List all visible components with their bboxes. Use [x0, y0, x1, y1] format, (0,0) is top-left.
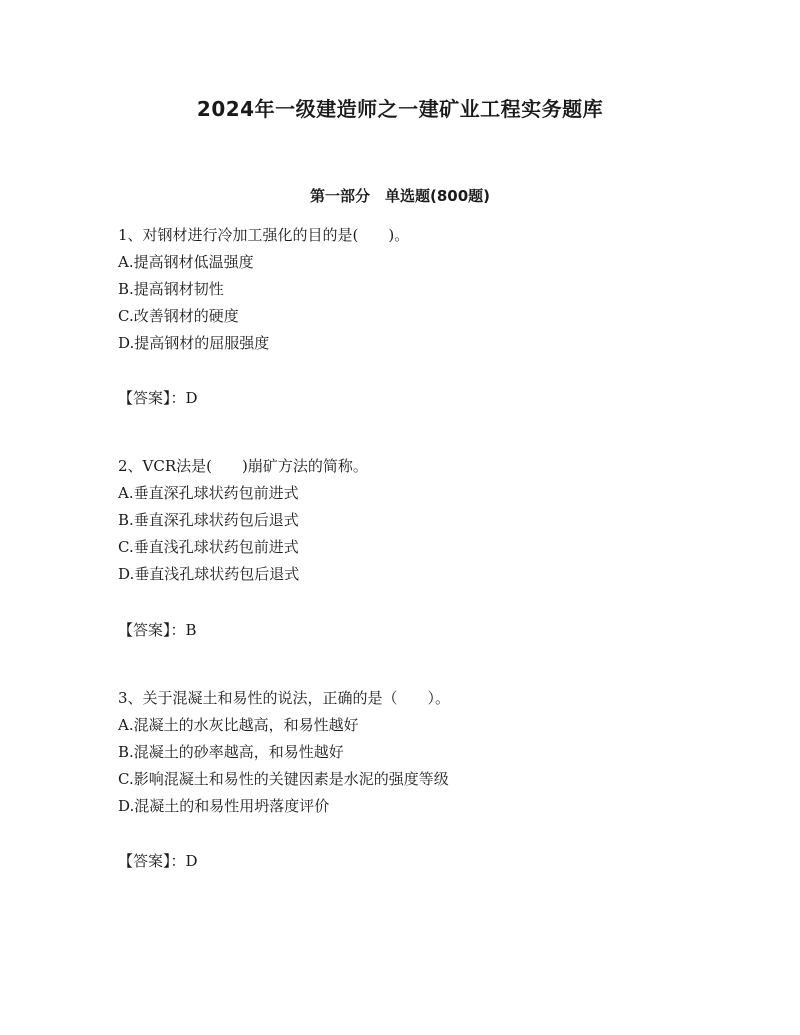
question-stem: 3、关于混凝土和易性的说法，正确的是（ ）。 [118, 689, 451, 707]
question-3 [118, 685, 718, 820]
question-stem: 1、对钢材进行冷加工强化的目的是( )。 [118, 226, 410, 244]
option-c: C.影响混凝土和易性的关键因素是水泥的强度等级 [118, 770, 449, 788]
question-1 [118, 222, 718, 357]
option-b: B.混凝土的砂率越高，和易性越好 [118, 743, 344, 761]
option-b: B.提高钢材韧性 [118, 280, 224, 298]
section-title: 第一部分 单选题(800题) [309, 187, 491, 205]
option-b: B.垂直深孔球状药包后退式 [118, 511, 299, 529]
option-d: D.垂直浅孔球状药包后退式 [118, 565, 300, 583]
page-title: 2024年一级建造师之一建矿业工程实务题库 [196, 97, 604, 121]
option-a: A.垂直深孔球状药包前进式 [118, 484, 299, 502]
option-d: D.混凝土的和易性用坍落度评价 [118, 797, 330, 815]
answer-2: 【答案】：B [118, 621, 197, 639]
option-c: C.改善钢材的硬度 [118, 307, 239, 325]
option-d: D.提高钢材的屈服强度 [118, 334, 270, 352]
option-a: A.混凝土的水灰比越高，和易性越好 [118, 716, 359, 734]
question-stem: 2、VCR法是( )崩矿方法的简称。 [118, 457, 368, 475]
option-a: A.提高钢材低温强度 [118, 253, 254, 271]
option-c: C.垂直浅孔球状药包前进式 [118, 538, 299, 556]
answer-1: 【答案】：D [118, 389, 198, 407]
question-2 [118, 453, 718, 588]
answer-3: 【答案】：D [118, 852, 198, 870]
